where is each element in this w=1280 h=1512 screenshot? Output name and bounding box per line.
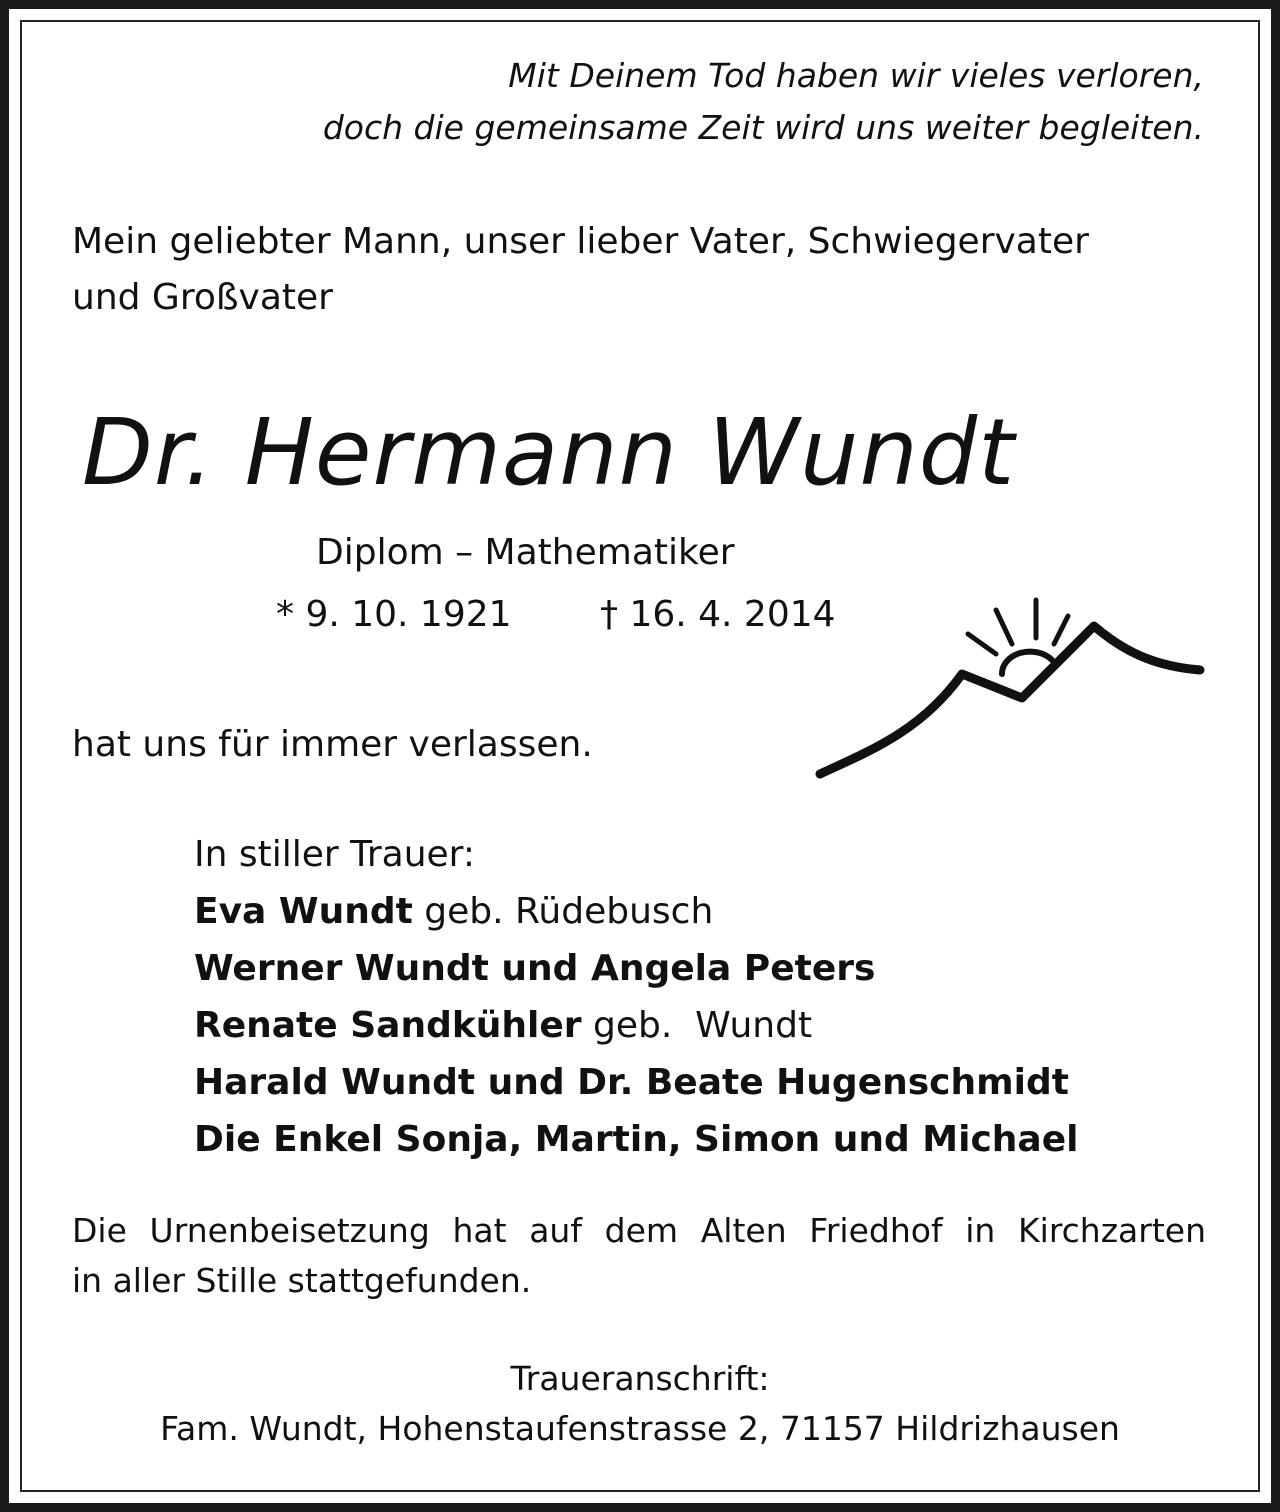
- mourner-entry: [194, 883, 1078, 940]
- mourner-name: Die Enkel Sonja, Martin, Simon und Michael: [194, 1119, 1079, 1160]
- mourner-name: Werner Wundt und Angela Peters: [194, 948, 876, 989]
- burial-line-2: in aller Stille stattgefunden.: [72, 1261, 532, 1300]
- mourner-entry: [194, 940, 1078, 997]
- mourner-entry: [194, 1054, 1078, 1111]
- birth-date: * 9. 10. 1921: [276, 594, 512, 635]
- mourners-list: [194, 826, 1078, 1168]
- intro-line-1: Mein geliebter Mann, unser lieber Vater, Schwiegervater: [72, 221, 1089, 262]
- intro-line-2: und Großvater: [72, 277, 333, 318]
- death-date: † 16. 4. 2014: [600, 594, 836, 635]
- mourner-entry: [194, 997, 1078, 1054]
- address-value: Fam. Wundt, Hohenstaufenstrasse 2, 71157 Hildrizhausen: [160, 1409, 1120, 1448]
- left-us-text: hat uns für immer verlassen.: [72, 724, 593, 765]
- mourner-name: Eva Wundt: [194, 891, 413, 932]
- mourner-suffix: geb. Wundt: [581, 1005, 813, 1046]
- mourner-suffix: geb. Rüdebusch: [412, 891, 714, 932]
- mourner-entry: [194, 1111, 1078, 1168]
- motto-line-2: doch die gemeinsame Zeit wird uns weiter begleiten.: [322, 108, 1204, 147]
- mountain-sun-icon: [812, 588, 1208, 784]
- address-label: Traueranschrift:: [510, 1359, 770, 1398]
- mourner-name: Harald Wundt und Dr. Beate Hugenschmidt: [194, 1062, 1069, 1103]
- mourners-heading: In stiller Trauer:: [194, 834, 475, 875]
- burial-line-1: Die Urnenbeisetzung hat auf dem Alten Friedhof in Kirchzarten: [72, 1211, 1206, 1250]
- mourner-name: Renate Sandkühler: [194, 1005, 582, 1046]
- deceased-profession: Diplom – Mathematiker: [316, 532, 735, 573]
- motto-line-1: Mit Deinem Tod haben wir vieles verloren,: [508, 56, 1204, 95]
- burial-notice: [72, 1206, 1206, 1306]
- deceased-name: Dr. Hermann Wundt: [82, 399, 1016, 506]
